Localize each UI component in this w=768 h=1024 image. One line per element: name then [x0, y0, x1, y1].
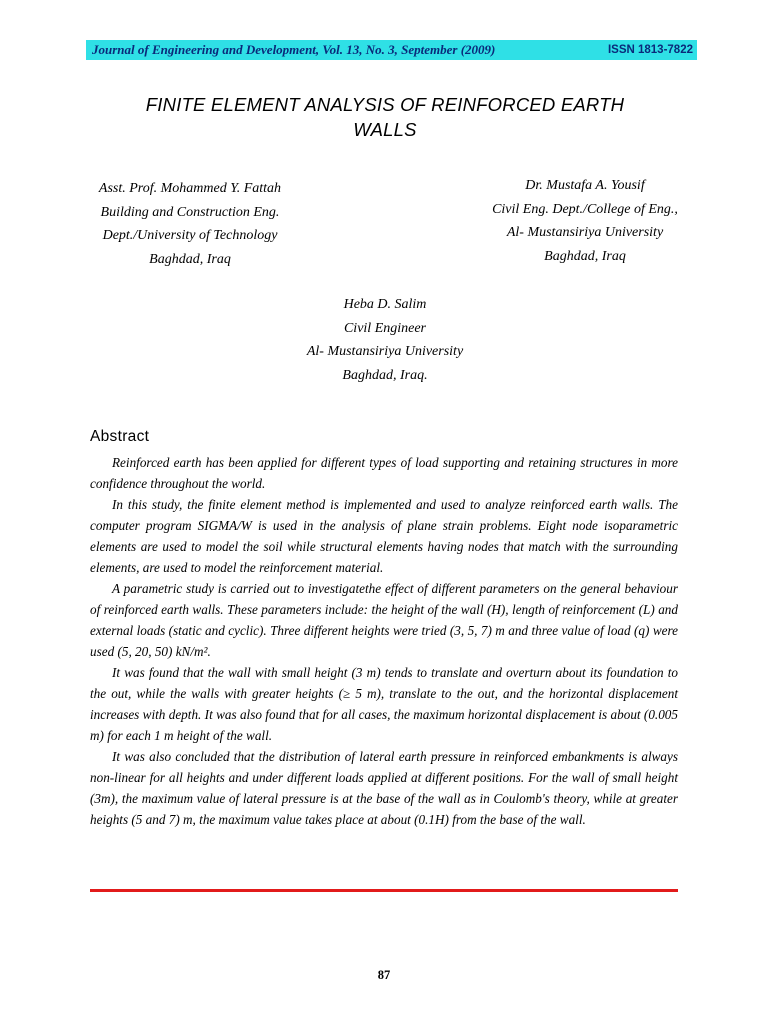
author-name: Dr. Mustafa A. Yousif	[525, 178, 645, 193]
author-block-3	[240, 293, 530, 387]
section-divider	[90, 889, 678, 892]
title-line-1: FINITE ELEMENT ANALYSIS OF REINFORCED EARTH	[145, 94, 625, 115]
abstract-paragraph: It was also concluded that the distribution of lateral earth pressure in reinforced embankments is always non-linear for all heights and under different loads applied at different positions. For the wall of small height (3m), the maximum value of lateral pressure is at the base of the wall as in Coulomb's theory, while at greater heights (5 and 7) m, the maximum value takes place at about (0.1H) from the base of the wall.	[90, 749, 678, 827]
author-block-2	[440, 174, 730, 268]
author-location: Baghdad, Iraq	[149, 251, 231, 267]
author-name: Heba D. Salim	[343, 297, 427, 312]
author-location: Baghdad, Iraq.	[342, 367, 428, 383]
paper-title	[100, 92, 670, 142]
abstract-heading: Abstract	[90, 428, 150, 445]
author-name: Asst. Prof. Mohammed Y. Fattah	[98, 181, 282, 196]
author-affiliation: Al- Mustansiriya University	[506, 225, 664, 240]
abstract-paragraph: It was found that the wall with small height (3 m) tends to translate and overturn about its foundation to the out, while the walls with greater heights (≥ 5 m), translate to the out, and the horizontal displacement increases with depth. It was also found that for all cases, the maximum horizontal displacement is about (0.005 m) for each 1 m height of the wall.	[90, 665, 678, 743]
author-affiliation: Building and Construction Eng.	[100, 204, 280, 220]
issn-number: ISSN 1813-7822	[607, 44, 693, 56]
abstract-paragraph: A parametric study is carried out to investigatethe effect of different parameters on the general behaviour of reinforced earth walls. These parameters include: the height of the wall (H), length of reinforcement (L) and external loads (static and cyclic). Three different heights were tried (3, 5, 7) m and three value of load (q) were used (5, 20, 50) kN/m².	[90, 581, 678, 659]
abstract-body	[90, 452, 678, 830]
author-affiliation: Civil Eng. Dept./College of Eng.,	[492, 201, 678, 217]
author-affiliation: Dept./University of Technology	[102, 228, 278, 243]
journal-header-band	[86, 40, 697, 60]
author-location: Baghdad, Iraq	[544, 248, 626, 264]
abstract-paragraph: In this study, the finite element method is implemented and used to analyze reinforced earth walls. The computer program SIGMA/W is used in the analysis of plane strain problems. Eight node isoparametric elements are used to model the soil while structural elements having nodes that match with the surrounding elements, are used to model the reinforcement material.	[90, 497, 678, 575]
abstract-paragraph: Reinforced earth has been applied for different types of load supporting and retaining structures in more confidence throughout the world.	[90, 455, 678, 491]
page-number: 87	[377, 968, 391, 982]
author-affiliation: Civil Engineer	[343, 320, 427, 336]
author-block-1	[50, 177, 330, 271]
journal-citation: Journal of Engineering and Development, Vol. 13, No. 3, September (2009)	[92, 42, 496, 57]
author-affiliation: Al- Mustansiriya University	[306, 344, 464, 359]
title-line-2: WALLS	[353, 119, 417, 140]
